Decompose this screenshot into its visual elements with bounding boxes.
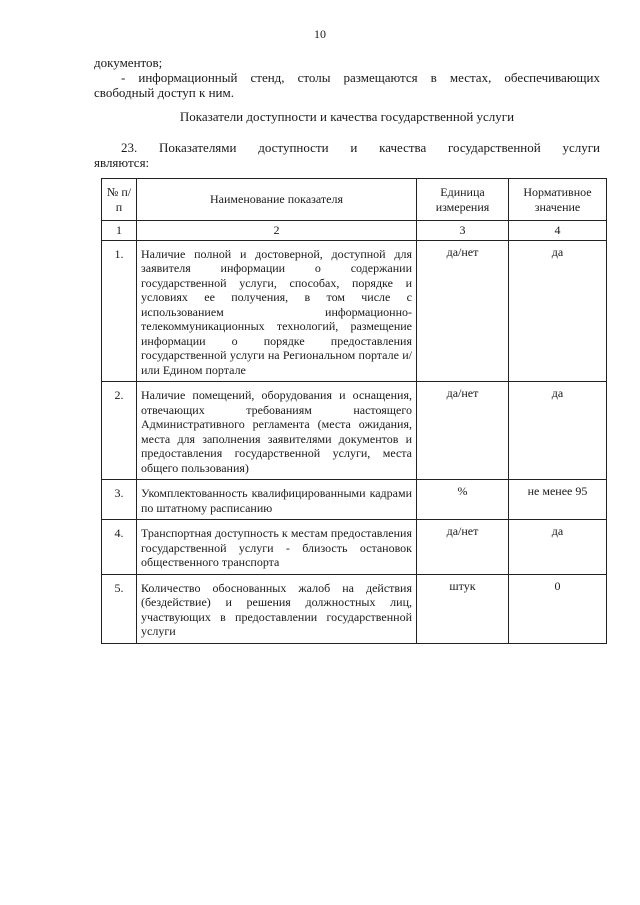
table-row <box>102 240 607 382</box>
row-number: 3. <box>102 480 137 520</box>
section-paragraph <box>94 140 600 170</box>
unit-value: да/нет <box>417 520 509 575</box>
header-num: № п/п <box>102 179 137 221</box>
unit-value: % <box>417 480 509 520</box>
paragraph-line-1: 23. Показателями доступности и качества государственной услуги <box>121 140 600 155</box>
indicator-name: Наличие полной и достоверной, доступной для заявителя информации о содержании государственной услуги, способах, порядке и условиях ее получения, в том числе с использованием информационно-телекоммуникационных технологий, размещение информации о порядке предоставления государственной услуги на Региональном портале и/или Едином портале <box>137 240 417 382</box>
intro-text <box>94 55 600 100</box>
table-row <box>102 382 607 480</box>
table-row <box>102 480 607 520</box>
page-number: 10 <box>314 27 326 41</box>
row-number: 5. <box>102 574 137 643</box>
column-number-row <box>102 221 607 241</box>
table-row <box>102 520 607 575</box>
indicator-name: Количество обоснованных жалоб на действия (бездействие) и решения должностных лиц, участвующих в предоставлении государственной услуги <box>137 574 417 643</box>
column-number: 3 <box>417 221 509 241</box>
norm-value: да <box>509 240 607 382</box>
norm-value: да <box>509 382 607 480</box>
column-number: 2 <box>137 221 417 241</box>
table-header-row <box>102 179 607 221</box>
indicator-name: Транспортная доступность к местам предоставления государственной услуги - близость остановок общественного транспорта <box>137 520 417 575</box>
norm-value: 0 <box>509 574 607 643</box>
intro-line-3: свободный доступ к ним. <box>94 85 234 100</box>
column-number: 1 <box>102 221 137 241</box>
column-number: 4 <box>509 221 607 241</box>
indicator-name: Наличие помещений, оборудования и оснащения, отвечающих требованиям настоящего Административного регламента (места ожидания, места для заполнения заявителями документов и предоставления государственной услуги, места общего пользования) <box>137 382 417 480</box>
intro-line-2: - информационный стенд, столы размещаются в местах, обеспечивающих <box>121 70 600 85</box>
norm-value: да <box>509 520 607 575</box>
intro-line-1: документов; <box>94 55 163 70</box>
unit-value: да/нет <box>417 240 509 382</box>
section-heading: Показатели доступности и качества государственной услуги <box>179 109 515 124</box>
indicator-name: Укомплектованность квалифицированными кадрами по штатному расписанию <box>137 480 417 520</box>
row-number: 2. <box>102 382 137 480</box>
row-number: 4. <box>102 520 137 575</box>
indicators-table <box>101 178 607 644</box>
unit-value: да/нет <box>417 382 509 480</box>
row-number: 1. <box>102 240 137 382</box>
norm-value: не менее 95 <box>509 480 607 520</box>
header-unit: Единица измерения <box>417 179 509 221</box>
table-row <box>102 574 607 643</box>
header-name: Наименование показателя <box>137 179 417 221</box>
header-norm: Нормативное значение <box>509 179 607 221</box>
unit-value: штук <box>417 574 509 643</box>
paragraph-line-2: являются: <box>94 155 150 170</box>
